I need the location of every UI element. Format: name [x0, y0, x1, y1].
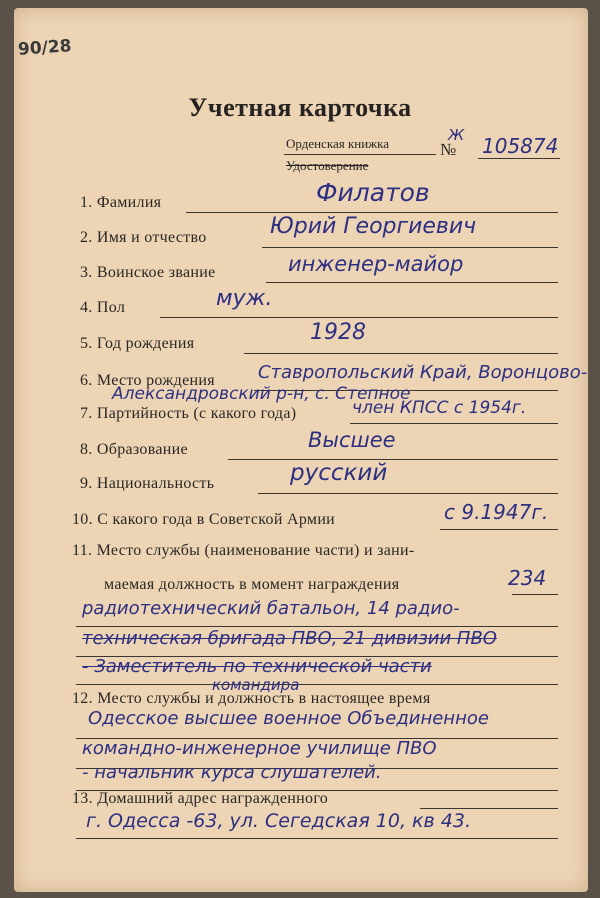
field-4-label: 4. Пол: [80, 299, 126, 316]
field-12-value-line-3: - начальник курса слушателей.: [82, 762, 382, 783]
field-5-label: 5. Год рождения: [80, 335, 195, 352]
doc-type-divider: [284, 154, 436, 155]
doc-type-order-book: Орденская книжка: [286, 136, 390, 151]
field-1-value: Филатов: [316, 178, 430, 207]
field-5-value: 1928: [310, 320, 366, 345]
field-10-line: [440, 529, 558, 530]
field-12-label: 12. Место службы и должность в настоящее время: [72, 690, 431, 707]
number-underline: [478, 158, 560, 159]
field-2-value: Юрий Георгиевич: [270, 214, 477, 239]
number-series: Ж: [448, 126, 465, 144]
field-11-label-line-2: маемая должность в момент награждения: [104, 576, 400, 593]
field-2-line: [262, 247, 558, 248]
field-11-line-1: [512, 594, 558, 595]
card-title: Учетная карточка: [188, 93, 412, 122]
field-3-line: [266, 282, 558, 283]
field-12-value-line-2: командно-инженерное училище ПВО: [82, 738, 437, 759]
doc-type-certificate: Удостоверение: [286, 158, 369, 173]
field-11-value: 234: [508, 566, 547, 590]
field-9-label: 9. Национальность: [80, 475, 215, 492]
field-8-label: 8. Образование: [80, 441, 188, 458]
field-11-label: 11. Место службы (наименование части) и зани-: [72, 542, 415, 559]
field-9-line: [258, 493, 558, 494]
field-4-value: муж.: [216, 286, 273, 311]
field-1-line: [186, 212, 558, 213]
field-13-line-1: [420, 808, 558, 809]
field-8-line: [228, 459, 558, 460]
field-13-label: 13. Домашний адрес награжденного: [72, 790, 329, 807]
field-5-line: [244, 353, 558, 354]
field-11-value-line-2: радиотехнический батальон, 14 радио-: [82, 598, 460, 619]
field-6-label: 6. Место рождения: [80, 372, 215, 389]
field-7-line: [350, 423, 558, 424]
field-11-line-4: [76, 684, 558, 685]
field-11-value-line-5: командира: [212, 676, 300, 694]
field-3-value: инженер-майор: [288, 252, 464, 276]
field-1-label: 1. Фамилия: [80, 194, 162, 211]
field-12-value: Одесское высшее военное Объединенное: [88, 708, 489, 729]
field-11-line-2: [76, 626, 558, 627]
field-13-line-2: [76, 838, 558, 839]
field-10-label: 10. С какого года в Советской Армии: [72, 511, 336, 528]
number-label: №: [440, 140, 457, 159]
field-3-label: 3. Воинское звание: [80, 264, 216, 281]
field-8-value: Высшее: [308, 428, 396, 452]
field-10-value: с 9.1947г.: [444, 500, 549, 524]
field-13-value: г. Одесса -63, ул. Сегедская 10, кв 43.: [86, 810, 471, 832]
field-6-value: Ставропольский Край, Воронцово-: [258, 362, 588, 383]
field-11-value-line-4: - Заместитель по технической части: [82, 656, 432, 677]
corner-pencil-note: 90/28: [17, 36, 73, 60]
field-11-value-line-3: техническая бригада ПВО, 21 дивизии ПВО: [82, 628, 497, 649]
field-7-value: член КПСС с 1954г.: [352, 398, 527, 418]
card-number: 105874: [482, 134, 559, 158]
field-2-label: 2. Имя и отчество: [80, 229, 207, 246]
field-6-value-line-2: Александровский р-н, с. Степное: [112, 384, 411, 404]
field-9-value: русский: [290, 460, 388, 486]
field-4-line: [160, 317, 558, 318]
field-7-label: 7. Партийность (с какого года): [80, 405, 297, 422]
